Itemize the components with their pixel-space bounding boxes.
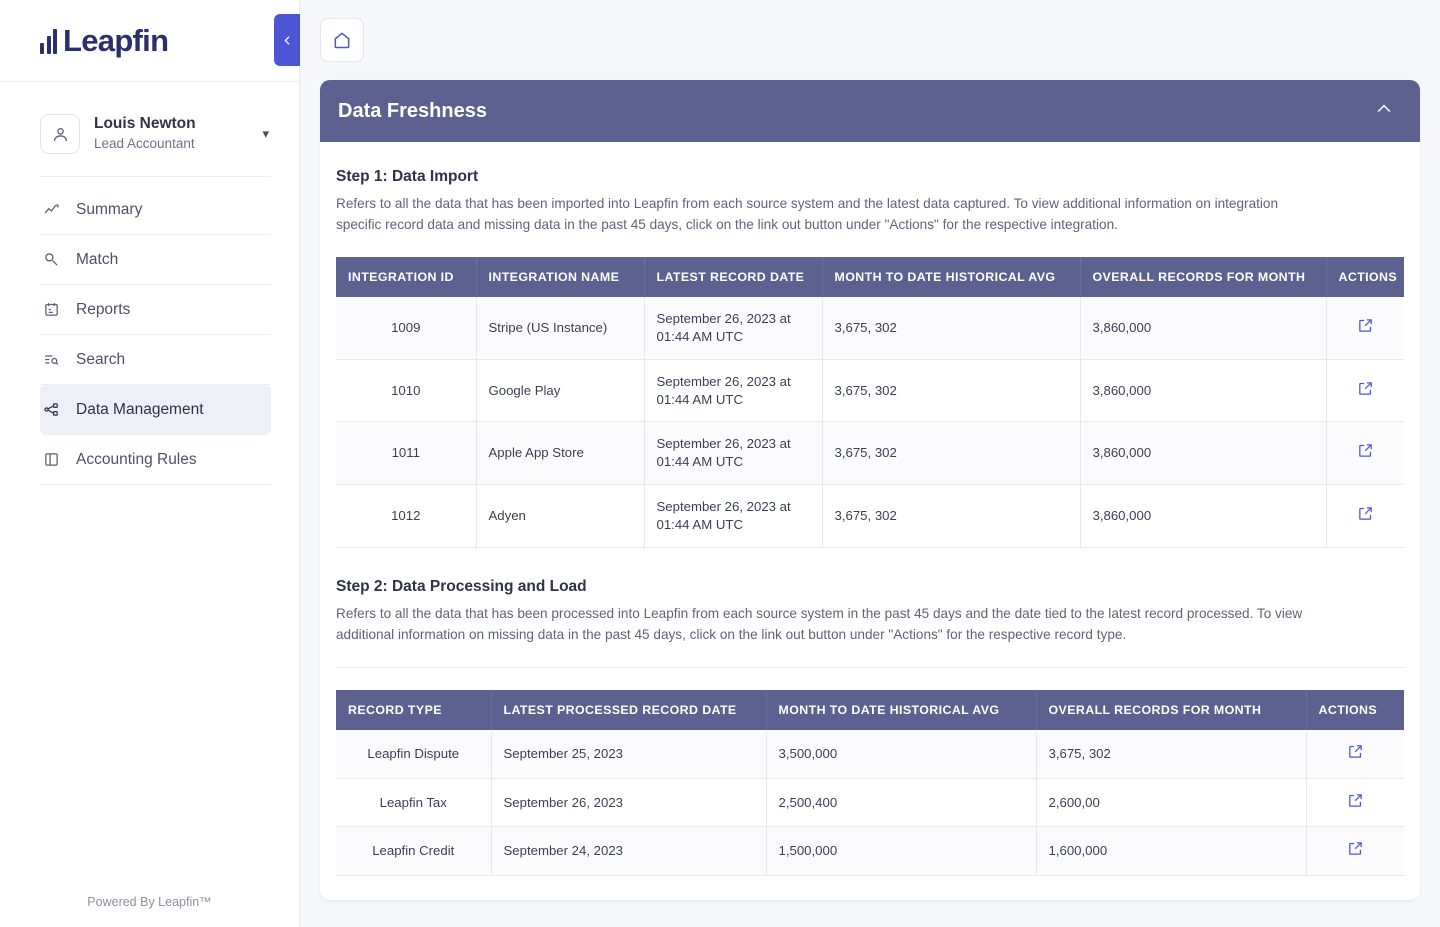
cell-mtd-historical-avg: 1,500,000 bbox=[766, 827, 1036, 876]
cell-mtd-historical-avg: 3,675, 302 bbox=[822, 359, 1080, 422]
table-header-row bbox=[336, 257, 1404, 297]
sidebar-nav bbox=[0, 185, 299, 485]
step2-table bbox=[336, 690, 1404, 876]
divider bbox=[336, 667, 1404, 668]
topbar bbox=[300, 0, 1440, 80]
cell-record-type: Leapfin Tax bbox=[336, 778, 491, 827]
cell-mtd-historical-avg: 3,500,000 bbox=[766, 730, 1036, 778]
sidebar-item-label: Reports bbox=[76, 300, 131, 318]
sidebar-item-label: Summary bbox=[76, 200, 143, 218]
cell-mtd-historical-avg: 2,500,400 bbox=[766, 778, 1036, 827]
data-freshness-panel bbox=[320, 80, 1420, 900]
sidebar-footer: Powered By Leapfin™ bbox=[87, 895, 212, 909]
sidebar-item-label: Data Management bbox=[76, 400, 204, 418]
cell-record-type: Leapfin Credit bbox=[336, 827, 491, 876]
panel-body bbox=[320, 142, 1420, 876]
column-header: INTEGRATION ID bbox=[336, 257, 476, 297]
step1-description: Refers to all the data that has been imported into Leapfin from each source system and the latest data captured. To view additional information on integration specific record data and missing data in the past 45 days, click on the link out button under "Actions" for the respective integration. bbox=[336, 196, 1279, 233]
main-content bbox=[300, 0, 1440, 927]
cell-latest-processed-date: September 24, 2023 bbox=[491, 827, 766, 876]
column-header: ACTIONS bbox=[1306, 690, 1404, 730]
cell-integration-id: 1009 bbox=[336, 297, 476, 359]
home-icon bbox=[332, 30, 352, 50]
match-icon bbox=[40, 251, 62, 268]
sidebar-item-data-management[interactable] bbox=[40, 385, 271, 435]
external-link-icon[interactable] bbox=[1357, 317, 1374, 334]
cell-latest-record-date: September 26, 2023 at 01:44 AM UTC bbox=[644, 422, 822, 485]
table-row bbox=[336, 485, 1404, 548]
cell-overall-records: 3,860,000 bbox=[1080, 485, 1326, 548]
cell-integration-name: Google Play bbox=[476, 359, 644, 422]
cell-latest-record-date: September 26, 2023 at 01:44 AM UTC bbox=[644, 485, 822, 548]
step2-table-wrap bbox=[336, 690, 1404, 876]
home-button[interactable] bbox=[320, 18, 364, 62]
sidebar-item-accounting-rules[interactable] bbox=[40, 435, 271, 485]
external-link-icon[interactable] bbox=[1357, 442, 1374, 459]
sidebar-item-match[interactable] bbox=[40, 235, 271, 285]
sidebar-collapse-button[interactable] bbox=[274, 14, 300, 66]
step2-description: Refers to all the data that has been processed into Leapfin from each source system in the past 45 days and the date tied to the latest record processed. To view additional information on missing data in the past 45 days, click on the link out button under "Actions" for the respective record type. bbox=[336, 605, 1303, 642]
cell-actions bbox=[1306, 778, 1404, 827]
sidebar-item-summary[interactable] bbox=[40, 185, 271, 235]
logo[interactable] bbox=[0, 0, 299, 82]
external-link-icon[interactable] bbox=[1347, 840, 1364, 857]
avatar bbox=[40, 114, 80, 154]
cell-actions bbox=[1326, 422, 1404, 485]
trend-up-icon bbox=[40, 201, 62, 218]
cell-latest-processed-date: September 26, 2023 bbox=[491, 778, 766, 827]
step1-title: Step 1: Data Import bbox=[336, 168, 479, 185]
chevron-up-icon bbox=[1374, 99, 1394, 119]
table-row bbox=[336, 297, 1404, 359]
table-row bbox=[336, 827, 1404, 876]
cell-overall-records: 3,675, 302 bbox=[1036, 730, 1306, 778]
step1-table-wrap bbox=[336, 257, 1404, 548]
user-role: Lead Accountant bbox=[94, 136, 195, 152]
cell-integration-name: Stripe (US Instance) bbox=[476, 297, 644, 359]
sidebar-item-label: Match bbox=[76, 250, 119, 268]
cell-actions bbox=[1306, 827, 1404, 876]
cell-integration-id: 1010 bbox=[336, 359, 476, 422]
cell-integration-name: Apple App Store bbox=[476, 422, 644, 485]
column-header: MONTH TO DATE HISTORICAL AVG bbox=[822, 257, 1080, 297]
cell-integration-name: Adyen bbox=[476, 485, 644, 548]
chevron-left-icon bbox=[281, 34, 294, 47]
column-header: ACTIONS bbox=[1326, 257, 1404, 297]
user-name: Louis Newton bbox=[94, 115, 196, 133]
cell-mtd-historical-avg: 3,675, 302 bbox=[822, 297, 1080, 359]
cell-overall-records: 2,600,00 bbox=[1036, 778, 1306, 827]
sidebar-item-label: Search bbox=[76, 350, 126, 368]
external-link-icon[interactable] bbox=[1347, 792, 1364, 809]
cell-record-type: Leapfin Dispute bbox=[336, 730, 491, 778]
table-row bbox=[336, 422, 1404, 485]
cell-actions bbox=[1326, 485, 1404, 548]
table-row bbox=[336, 359, 1404, 422]
user-profile-card[interactable] bbox=[40, 114, 271, 177]
external-link-icon[interactable] bbox=[1357, 380, 1374, 397]
sidebar-item-search[interactable] bbox=[40, 335, 271, 385]
external-link-icon[interactable] bbox=[1357, 505, 1374, 522]
cell-integration-id: 1012 bbox=[336, 485, 476, 548]
cell-actions bbox=[1306, 730, 1404, 778]
external-link-icon[interactable] bbox=[1347, 743, 1364, 760]
cell-latest-record-date: September 26, 2023 at 01:44 AM UTC bbox=[644, 297, 822, 359]
column-header: OVERALL RECORDS FOR MONTH bbox=[1036, 690, 1306, 730]
search-list-icon bbox=[40, 351, 62, 368]
chevron-down-icon[interactable]: ▾ bbox=[262, 126, 269, 141]
panel-header bbox=[320, 80, 1420, 142]
reports-icon bbox=[40, 301, 62, 318]
cell-latest-processed-date: September 25, 2023 bbox=[491, 730, 766, 778]
sidebar bbox=[0, 0, 300, 927]
cell-overall-records: 3,860,000 bbox=[1080, 422, 1326, 485]
data-nodes-icon bbox=[40, 401, 62, 418]
cell-latest-record-date: September 26, 2023 at 01:44 AM UTC bbox=[644, 359, 822, 422]
cell-mtd-historical-avg: 3,675, 302 bbox=[822, 485, 1080, 548]
sidebar-item-label: Accounting Rules bbox=[76, 450, 197, 468]
cell-overall-records: 1,600,000 bbox=[1036, 827, 1306, 876]
brand-name: Leapfin bbox=[63, 22, 169, 58]
step1-table bbox=[336, 257, 1404, 548]
table-row bbox=[336, 730, 1404, 778]
cell-actions bbox=[1326, 359, 1404, 422]
column-header: INTEGRATION NAME bbox=[476, 257, 644, 297]
table-row bbox=[336, 778, 1404, 827]
cell-overall-records: 3,860,000 bbox=[1080, 297, 1326, 359]
page-title: Data Freshness bbox=[338, 99, 487, 122]
column-header: RECORD TYPE bbox=[336, 690, 491, 730]
step2-title: Step 2: Data Processing and Load bbox=[336, 577, 587, 595]
column-header: LATEST PROCESSED RECORD DATE bbox=[491, 690, 766, 730]
panel-collapse-button[interactable] bbox=[1374, 99, 1394, 124]
cell-integration-id: 1011 bbox=[336, 422, 476, 485]
sidebar-item-reports[interactable] bbox=[40, 285, 271, 335]
table-header-row bbox=[336, 690, 1404, 730]
book-icon bbox=[40, 451, 62, 468]
cell-mtd-historical-avg: 3,675, 302 bbox=[822, 422, 1080, 485]
column-header: MONTH TO DATE HISTORICAL AVG bbox=[766, 690, 1036, 730]
cell-actions bbox=[1326, 297, 1404, 359]
bar-chart-logo-icon bbox=[40, 28, 57, 54]
column-header: LATEST RECORD DATE bbox=[644, 257, 822, 297]
column-header: OVERALL RECORDS FOR MONTH bbox=[1080, 257, 1326, 297]
cell-overall-records: 3,860,000 bbox=[1080, 359, 1326, 422]
